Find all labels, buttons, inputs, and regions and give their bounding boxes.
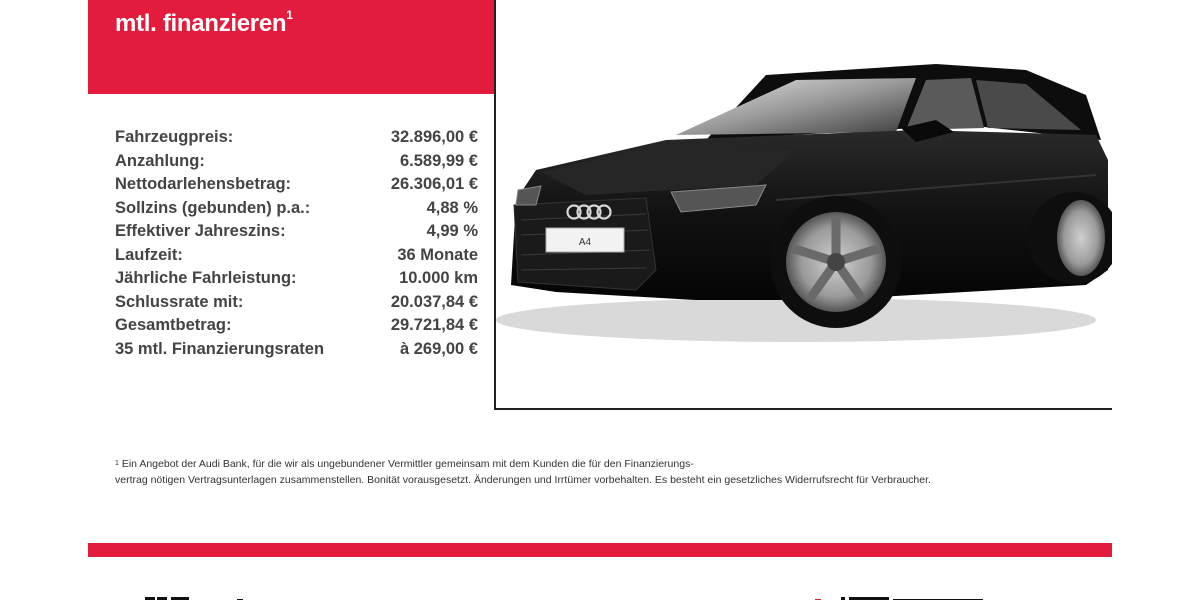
finance-row-label: 35 mtl. Finanzierungsraten xyxy=(115,339,325,358)
dealer-logo-cropped xyxy=(145,590,255,600)
finance-row-value: 26.306,01 € xyxy=(390,175,478,193)
finance-row-label: Anzahlung: xyxy=(115,151,205,170)
finance-row-value: 29.721,84 € xyxy=(390,316,478,334)
finance-row xyxy=(115,175,478,199)
footnote-line-2: vertrag nötigen Vertragsunterlagen zusammenstellen. Bonität vorausgesetzt. Änderungen und Irrtümer vorbehalten. Es besteht ein gesetzliches Widerrufsrecht für Verbraucher. xyxy=(115,474,931,486)
finance-row-value: 32.896,00 € xyxy=(390,128,478,146)
rear-wheel-rim xyxy=(1057,200,1105,276)
finance-row-value: 20.037,84 € xyxy=(390,292,478,311)
finance-row xyxy=(115,152,478,176)
finance-row-value: 10.000 km xyxy=(399,269,478,287)
partner-logo-cropped xyxy=(815,590,995,600)
horizontal-divider xyxy=(494,408,1112,410)
finance-row-value: à 269,00 € xyxy=(400,339,478,358)
finance-row-label: Fahrzeugpreis: xyxy=(115,128,234,146)
finance-row-value: 4,99 % xyxy=(426,222,478,240)
front-wheel-hub xyxy=(827,253,845,271)
footnote xyxy=(115,456,1105,488)
finance-row xyxy=(115,222,478,246)
finance-row-label: Sollzins (gebunden) p.a.: xyxy=(115,198,311,217)
finance-row xyxy=(115,293,478,317)
finance-row xyxy=(115,316,478,340)
finance-row-value: 6.589,99 € xyxy=(400,151,478,170)
car-windshield xyxy=(676,78,916,135)
finance-row xyxy=(115,340,478,364)
footnote-superscript: 1 xyxy=(115,460,119,467)
car-illustration xyxy=(496,0,1112,408)
footnote-line-1: $^1$ Ein Angebot der Audi Bank, für die wir als ungebundener Vermittler gemeinsam mit dem Kunden die für den Finanzierungs- xyxy=(115,458,694,470)
page-title: mtl. finanzieren$^1$ xyxy=(115,8,293,37)
finance-row-label: Laufzeit: xyxy=(115,245,183,264)
finance-row-label: Effektiver Jahreszins: xyxy=(115,222,286,240)
finance-table xyxy=(115,128,478,363)
car-headlight-left xyxy=(516,186,541,205)
license-plate-text: A4 xyxy=(578,237,592,248)
finance-row xyxy=(115,246,478,270)
footnote-mark: 1 xyxy=(286,8,293,22)
finance-row-label: Nettodarlehensbetrag: xyxy=(115,175,292,193)
finance-row xyxy=(115,199,478,223)
finance-row-label: Schlussrate mit: xyxy=(115,292,244,311)
finance-row-label: Gesamtbetrag: xyxy=(115,316,232,334)
finance-row-value: 36 Monate xyxy=(397,245,478,264)
vertical-divider xyxy=(494,0,496,410)
header-banner xyxy=(88,0,494,94)
finance-row xyxy=(115,128,478,152)
finance-row xyxy=(115,269,478,293)
car-image xyxy=(496,0,1112,408)
finance-row-label: Jährliche Fahrleistung: xyxy=(115,269,297,287)
finance-row-value: 4,88 % xyxy=(426,198,478,217)
footer-accent-bar xyxy=(88,543,1112,557)
